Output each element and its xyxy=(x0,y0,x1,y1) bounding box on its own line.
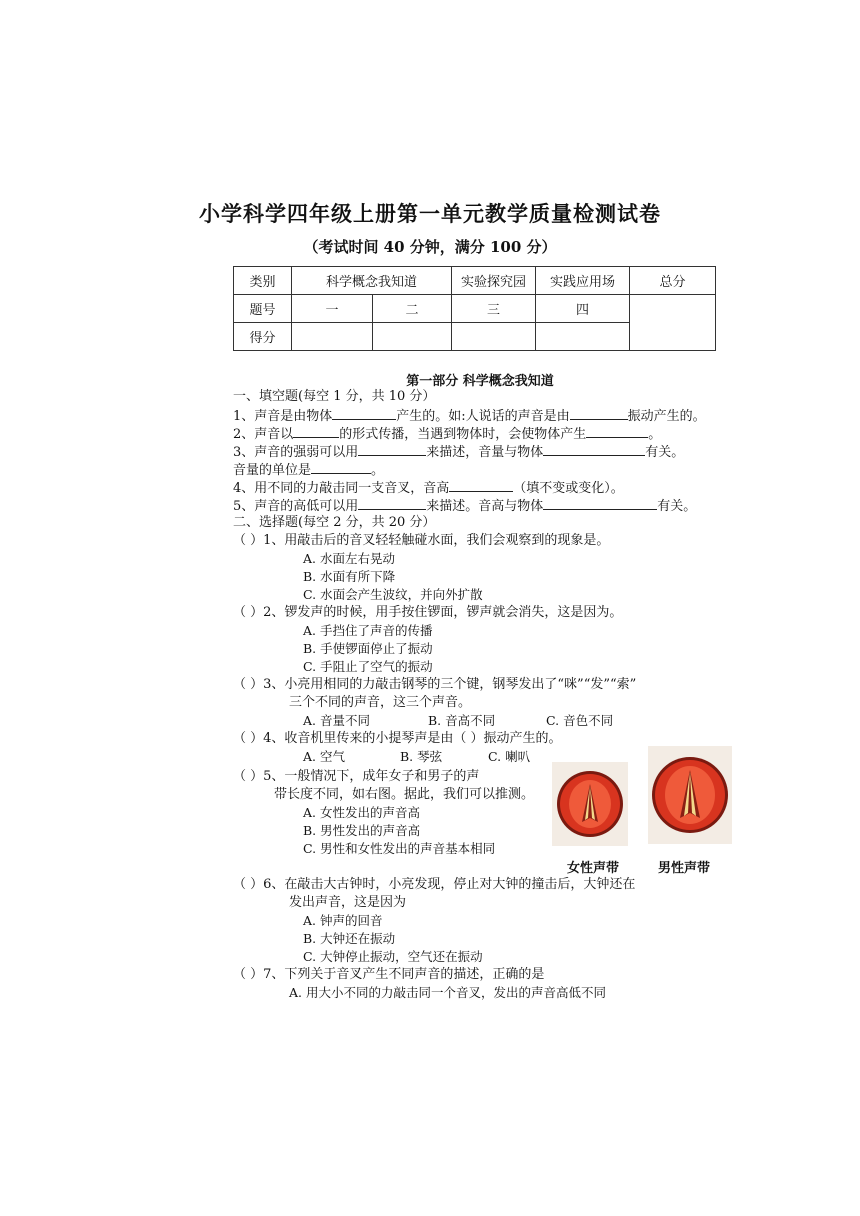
choice-heading: 二、选择题(每空 2 分，共 20 分） xyxy=(233,515,436,530)
option: C. 手阻止了空气的振动 xyxy=(303,659,433,674)
choice-question-5-cont: 带长度不同，如右图。据此，我们可以推测。 xyxy=(274,787,535,802)
fill-question-1: 1、声音是由物体 产生的。如:人说话的声音是由 振动产生的。 xyxy=(233,406,706,426)
answer-paren[interactable]: （ ） xyxy=(233,731,264,746)
choice-question-6-cont: 发出声音，这是因为 xyxy=(289,895,407,910)
answer-blank[interactable] xyxy=(293,424,339,438)
table-cell: 实验探究园 xyxy=(452,267,536,295)
option: B. 水面有所下降 xyxy=(303,569,396,584)
option: B. 手使锣面停止了振动 xyxy=(303,641,433,656)
answer-blank[interactable] xyxy=(358,442,426,456)
choice-question-6: （ ）6、在敲击大古钟时，小亮发现，停止对大钟的撞击后，大钟还在 xyxy=(233,877,636,892)
table-cell: 类别 xyxy=(234,267,292,295)
choice-question-3-cont: 三个不同的声音，这三个声音。 xyxy=(289,695,472,710)
option: C. 音色不同 xyxy=(546,713,614,728)
option: B. 琴弦 xyxy=(400,749,443,764)
table-row xyxy=(234,267,716,295)
option: A. 水面左右晃动 xyxy=(303,551,395,566)
answer-blank[interactable] xyxy=(449,478,513,492)
option: A. 音量不同 xyxy=(303,713,370,728)
answer-blank[interactable] xyxy=(332,406,396,420)
female-vocal-cord-image xyxy=(552,762,628,846)
score-table xyxy=(233,266,716,351)
total-score-cell[interactable] xyxy=(630,295,716,351)
table-cell: 总分 xyxy=(630,267,716,295)
answer-paren[interactable]: （ ） xyxy=(233,769,264,784)
answer-paren[interactable]: （ ） xyxy=(233,605,264,620)
male-vocal-cord-caption: 男性声带 xyxy=(658,861,711,876)
answer-blank[interactable] xyxy=(543,442,645,456)
table-cell: 得分 xyxy=(234,323,292,351)
option: C. 喇叭 xyxy=(488,749,531,764)
answer-blank[interactable] xyxy=(570,406,628,420)
part-heading: 第一部分 科学概念我知道 xyxy=(406,374,554,389)
exam-subtitle: （考试时间 40 分钟，满分 100 分） xyxy=(303,238,557,256)
score-input-cell[interactable] xyxy=(373,323,452,351)
choice-question-2: （ ）2、锣发声的时候，用手按住锣面，锣声就会消失，这是因为。 xyxy=(233,605,623,620)
option: B. 音高不同 xyxy=(428,713,496,728)
option: A. 钟声的回音 xyxy=(303,913,383,928)
answer-paren[interactable]: （ ） xyxy=(233,677,264,692)
fill-question-3-cont: 音量的单位是 。 xyxy=(233,460,384,480)
score-input-cell[interactable] xyxy=(452,323,536,351)
fill-question-2: 2、声音以 的形式传播，当遇到物体时，会使物体产生 。 xyxy=(233,424,661,444)
option: A. 用大小不同的力敲击同一个音叉，发出的声音高低不同 xyxy=(289,985,606,1000)
fill-question-4: 4、用不同的力敲击同一支音叉，音高 （填不变或变化）。 xyxy=(233,478,624,498)
score-input-cell[interactable] xyxy=(536,323,630,351)
table-cell: 实践应用场 xyxy=(536,267,630,295)
table-cell: 四 xyxy=(536,295,630,323)
option: B. 大钟还在振动 xyxy=(303,931,396,946)
answer-blank[interactable] xyxy=(311,460,371,474)
table-cell: 科学概念我知道 xyxy=(292,267,452,295)
table-cell: 三 xyxy=(452,295,536,323)
score-input-cell[interactable] xyxy=(292,323,373,351)
answer-blank[interactable] xyxy=(358,496,426,510)
option: C. 大钟停止振动，空气还在振动 xyxy=(303,949,483,964)
choice-question-7: （ ）7、下列关于音叉产生不同声音的描述，正确的是 xyxy=(233,967,545,982)
option: C. 水面会产生波纹，并向外扩散 xyxy=(303,587,483,602)
choice-question-5: （ ）5、一般情况下，成年女子和男子的声 xyxy=(233,769,480,784)
option: A. 女性发出的声音高 xyxy=(303,805,420,820)
answer-paren[interactable]: （ ） xyxy=(233,877,264,892)
answer-blank[interactable] xyxy=(586,424,648,438)
option: C. 男性和女性发出的声音基本相同 xyxy=(303,841,496,856)
answer-blank[interactable] xyxy=(543,496,657,510)
male-vocal-cord-image xyxy=(648,746,732,844)
option: A. 空气 xyxy=(303,749,345,764)
page-title: 小学科学四年级上册第一单元教学质量检测试卷 xyxy=(199,201,661,226)
fill-question-3: 3、声音的强弱可以用 来描述，音量与物体 有关。 xyxy=(233,442,684,462)
table-cell: 一 xyxy=(292,295,373,323)
fill-heading: 一、填空题(每空 1 分，共 10 分） xyxy=(233,389,436,404)
table-cell: 题号 xyxy=(234,295,292,323)
table-row xyxy=(234,295,716,323)
option: B. 男性发出的声音高 xyxy=(303,823,421,838)
answer-paren[interactable]: （ ） xyxy=(233,967,264,982)
answer-paren[interactable]: （ ） xyxy=(233,533,264,548)
choice-question-4: （ ）4、收音机里传来的小提琴声是由（ ）振动产生的。 xyxy=(233,731,562,746)
choice-question-1: （ ）1、用敲击后的音叉轻轻触碰水面，我们会观察到的现象是。 xyxy=(233,533,610,548)
female-vocal-cord-caption: 女性声带 xyxy=(567,861,620,876)
fill-question-5: 5、声音的高低可以用 来描述。音高与物体 有关。 xyxy=(233,496,696,516)
table-cell: 二 xyxy=(373,295,452,323)
choice-question-3: （ ）3、小亮用相同的力敲击钢琴的三个键，钢琴发出了“咪”“发”“索” xyxy=(233,677,637,692)
option: A. 手挡住了声音的传播 xyxy=(303,623,433,638)
